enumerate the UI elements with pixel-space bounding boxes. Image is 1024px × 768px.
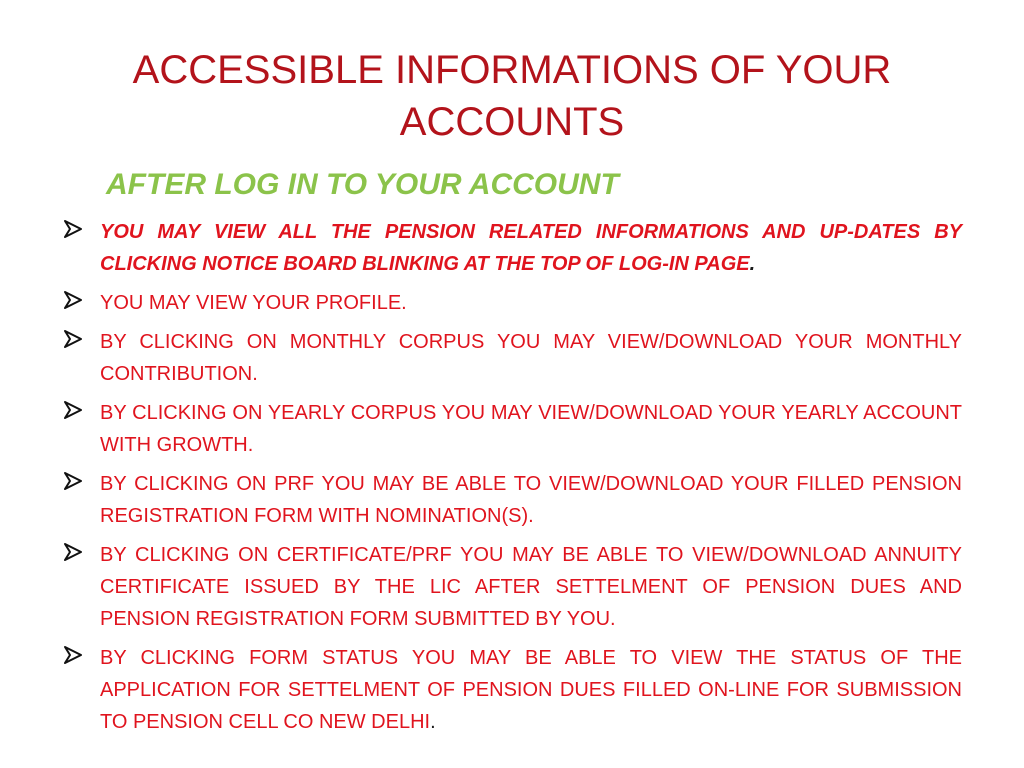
slide-subtitle: AFTER LOG IN TO YOUR ACCOUNT [106, 168, 619, 201]
bullet-item [62, 326, 962, 390]
bullet-text: BY CLICKING ON PRF YOU MAY BE ABLE TO VIEW/DOWNLOAD YOUR FILLED PENSION REGISTRATION FORM WITH NOMINATION(S). [100, 473, 962, 527]
bullet-text: BY CLICKING ON MONTHLY CORPUS YOU MAY VIEW/DOWNLOAD YOUR MONTHLY CONTRIBUTION. [100, 331, 962, 385]
bullet-text: YOU MAY VIEW ALL THE PENSION RELATED INFORMATIONS AND UP-DATES BY CLICKING NOTICE BOARD BLINKING AT THE TOP OF LOG-IN PAGE [100, 221, 962, 275]
arrowhead-bullet-icon [62, 328, 84, 350]
bullet-item [62, 287, 962, 319]
bullet-list [62, 216, 962, 745]
arrowhead-bullet-icon [62, 644, 84, 666]
arrowhead-bullet-icon [62, 289, 84, 311]
bullet-end-punctuation: . [430, 711, 436, 733]
bullet-text: BY CLICKING ON YEARLY CORPUS YOU MAY VIEW/DOWNLOAD YOUR YEARLY ACCOUNT WITH GROWTH. [100, 402, 962, 456]
slide-title: ACCESSIBLE INFORMATIONS OF YOUR ACCOUNTS [132, 48, 892, 144]
bullet-item [62, 216, 962, 280]
bullet-text: BY CLICKING ON CERTIFICATE/PRF YOU MAY BE ABLE TO VIEW/DOWNLOAD ANNUITY CERTIFICATE ISSUED BY THE LIC AFTER SETTELMENT OF PENSION DUES AND PENSION REGISTRATION FORM SUBMITTED BY YOU. [100, 544, 962, 630]
bullet-item [62, 539, 962, 635]
bullet-text: YOU MAY VIEW YOUR PROFILE. [100, 292, 407, 314]
bullet-item [62, 642, 962, 738]
arrowhead-bullet-icon [62, 399, 84, 421]
arrowhead-bullet-icon [62, 541, 84, 563]
bullet-item [62, 468, 962, 532]
bullet-end-punctuation: . [749, 253, 756, 275]
bullet-item [62, 397, 962, 461]
arrowhead-bullet-icon [62, 218, 84, 240]
bullet-text: BY CLICKING FORM STATUS YOU MAY BE ABLE TO VIEW THE STATUS OF THE APPLICATION FOR SETTELMENT OF PENSION DUES FILLED ON-LINE FOR SUBMISSION TO PENSION CELL CO NEW DELHI [100, 647, 962, 733]
arrowhead-bullet-icon [62, 470, 84, 492]
